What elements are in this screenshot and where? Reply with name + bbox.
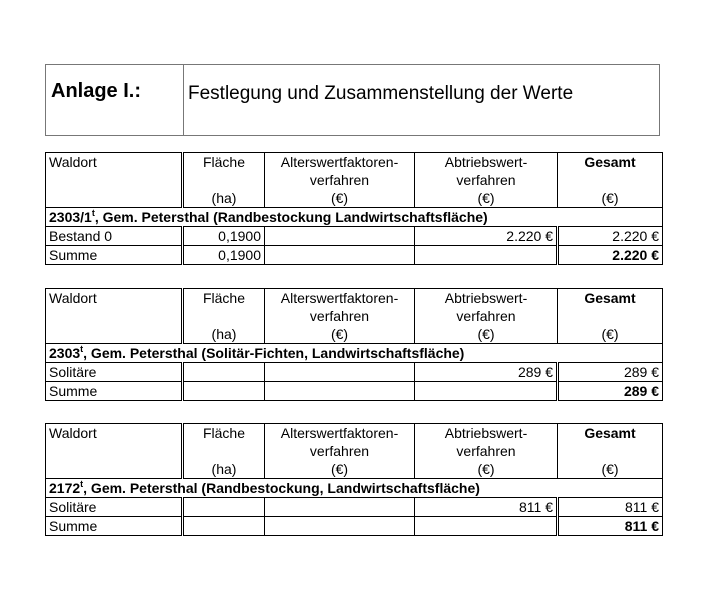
header-gesamt: Gesamt (€) <box>558 424 663 479</box>
header-alters: Alterswertfaktoren- verfahren (€) <box>265 153 415 208</box>
annex-label: Anlage I.: <box>51 80 142 102</box>
section-title: 2172$^t$, Gem. Petersthal (Randbestockung, Landwirtschaftsfläche) <box>46 479 663 498</box>
annex-title: Festlegung und Zusammenstellung der Werte <box>188 83 574 104</box>
cell-alters <box>265 517 415 536</box>
section-row <box>46 479 663 498</box>
header-waldort: Waldort <box>46 289 183 344</box>
table-row <box>46 246 663 265</box>
header-gesamt: Gesamt (€) <box>558 289 663 344</box>
cell-alters <box>265 363 415 382</box>
header-flaeche: Fläche (ha) <box>183 289 265 344</box>
cell-gesamt: 811 € <box>558 517 663 536</box>
cell-flaeche <box>183 382 265 401</box>
table-row <box>46 498 663 517</box>
cell-flaeche: 0,1900 <box>183 246 265 265</box>
section-row <box>46 208 663 227</box>
cell-gesamt: 811 € <box>558 498 663 517</box>
annex-header <box>45 64 660 136</box>
header-waldort: Waldort <box>46 153 183 208</box>
cell-flaeche: 0,1900 <box>183 227 265 246</box>
value-table <box>45 288 663 401</box>
cell-waldort: Summe <box>46 246 183 265</box>
header-alters: Alterswertfaktoren- verfahren (€) <box>265 424 415 479</box>
cell-waldort: Bestand 0 <box>46 227 183 246</box>
table-row <box>46 517 663 536</box>
cell-abtrieb <box>415 382 558 401</box>
header-abtrieb: Abtriebswert- verfahren (€) <box>415 153 558 208</box>
section-row <box>46 344 663 363</box>
cell-abtrieb: 811 € <box>415 498 558 517</box>
table-row <box>46 363 663 382</box>
table-row <box>46 382 663 401</box>
cell-gesamt: 289 € <box>558 382 663 401</box>
cell-flaeche <box>183 498 265 517</box>
cell-alters <box>265 498 415 517</box>
cell-alters <box>265 246 415 265</box>
cell-gesamt: 289 € <box>558 363 663 382</box>
value-table <box>45 152 663 265</box>
cell-alters <box>265 382 415 401</box>
cell-waldort: Summe <box>46 517 183 536</box>
cell-gesamt: 2.220 € <box>558 227 663 246</box>
header-waldort: Waldort <box>46 424 183 479</box>
header-alters: Alterswertfaktoren- verfahren (€) <box>265 289 415 344</box>
header-flaeche: Fläche (ha) <box>183 424 265 479</box>
cell-alters <box>265 227 415 246</box>
cell-waldort: Solitäre <box>46 498 183 517</box>
header-abtrieb: Abtriebswert- verfahren (€) <box>415 424 558 479</box>
table-header-row <box>46 153 663 208</box>
cell-waldort: Solitäre <box>46 363 183 382</box>
cell-abtrieb <box>415 246 558 265</box>
cell-abtrieb: 2.220 € <box>415 227 558 246</box>
table-header-row <box>46 289 663 344</box>
section-title: 2303$^t$, Gem. Petersthal (Solitär-Fichten, Landwirtschaftsfläche) <box>46 344 663 363</box>
table-header-row <box>46 424 663 479</box>
value-table <box>45 423 663 536</box>
header-flaeche: Fläche (ha) <box>183 153 265 208</box>
cell-abtrieb: 289 € <box>415 363 558 382</box>
cell-flaeche <box>183 517 265 536</box>
header-gesamt: Gesamt (€) <box>558 153 663 208</box>
section-title: 2303/1$^t$, Gem. Petersthal (Randbestockung Landwirtschaftsfläche) <box>46 208 663 227</box>
cell-abtrieb <box>415 517 558 536</box>
cell-flaeche <box>183 363 265 382</box>
table-row <box>46 227 663 246</box>
cell-waldort: Summe <box>46 382 183 401</box>
cell-gesamt: 2.220 € <box>558 246 663 265</box>
header-abtrieb: Abtriebswert- verfahren (€) <box>415 289 558 344</box>
annex-label-cell <box>46 65 184 135</box>
